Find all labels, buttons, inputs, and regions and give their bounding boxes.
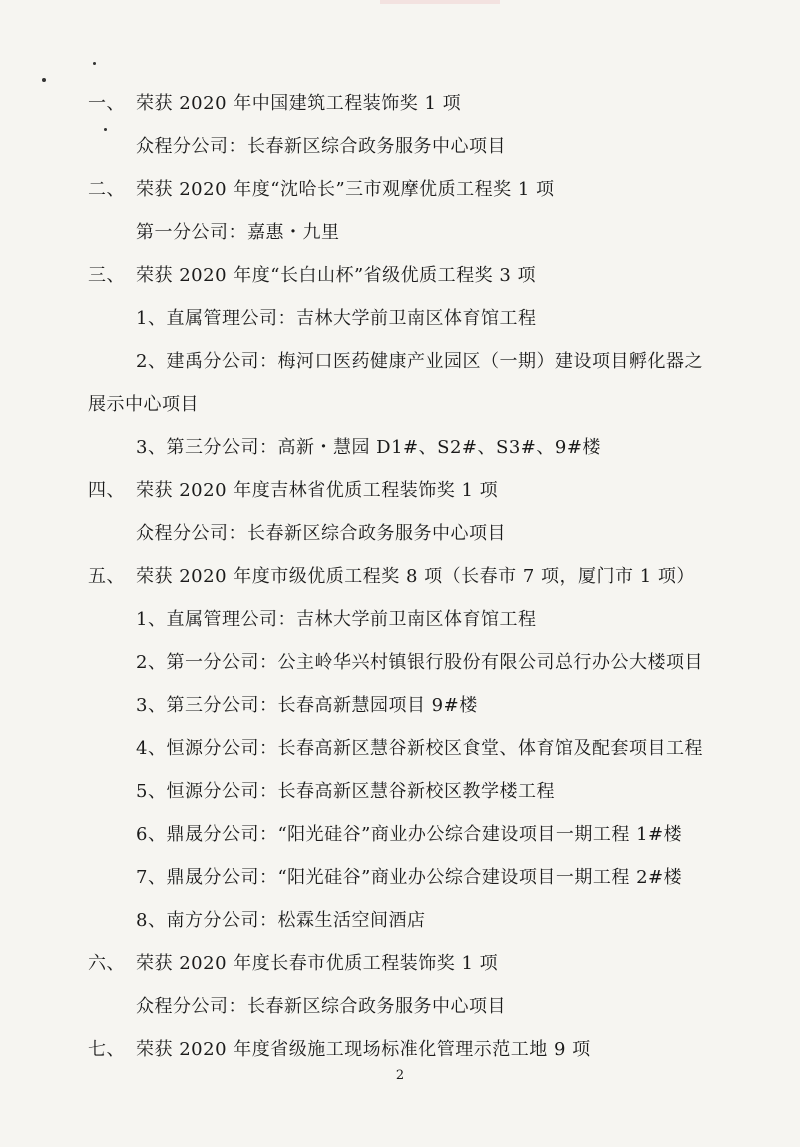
section-number: 一、 [88, 93, 125, 114]
item-text: 众程分公司：长春新区综合政务服务中心项目 [136, 996, 506, 1017]
section-heading-3 [88, 264, 536, 288]
section-heading-5 [88, 565, 695, 589]
item-line [136, 436, 601, 460]
item-line [136, 221, 340, 245]
scan-speck [93, 62, 96, 65]
item-text: 3、第三分公司：长春高新慧园项目 9#楼 [136, 695, 478, 716]
section-heading-2 [88, 178, 555, 202]
page-number: 2 [395, 1068, 405, 1083]
section-heading-4 [88, 479, 498, 503]
item-line [136, 995, 506, 1019]
item-line [136, 694, 478, 718]
item-text: 1、直属管理公司：吉林大学前卫南区体育馆工程 [136, 609, 537, 630]
item-text: 6、鼎晟分公司：“阳光硅谷”商业办公综合建设项目一期工程 1#楼 [136, 824, 683, 845]
item-line [136, 780, 555, 804]
scan-speck [104, 128, 107, 131]
item-text: 展示中心项目 [88, 394, 199, 415]
item-text: 5、恒源分公司：长春高新区慧谷新校区教学楼工程 [136, 781, 555, 802]
section-heading-7 [88, 1038, 591, 1062]
item-text: 3、第三分公司：高新・慧园 D1#、S2#、S3#、9#楼 [136, 437, 601, 458]
item-line [136, 651, 703, 675]
item-text: 2、建禹分公司：梅河口医药健康产业园区（一期）建设项目孵化器之 [136, 351, 703, 372]
section-number: 七、 [88, 1039, 125, 1060]
section-title: 荣获 2020 年度吉林省优质工程装饰奖 1 项 [136, 480, 499, 501]
item-text: 2、第一分公司：公主岭华兴村镇银行股份有限公司总行办公大楼项目 [136, 652, 703, 673]
item-text: 众程分公司：长春新区综合政务服务中心项目 [136, 523, 506, 544]
item-line [136, 909, 425, 933]
scan-speck [42, 78, 46, 82]
section-title: 荣获 2020 年度长春市优质工程装饰奖 1 项 [136, 953, 499, 974]
section-title: 荣获 2020 年度“长白山杯”省级优质工程奖 3 项 [136, 265, 537, 286]
section-title: 荣获 2020 年度省级施工现场标准化管理示范工地 9 项 [136, 1039, 591, 1060]
section-heading-1 [88, 92, 461, 116]
item-text: 1、直属管理公司：吉林大学前卫南区体育馆工程 [136, 308, 537, 329]
section-number: 三、 [88, 265, 125, 286]
item-text: 众程分公司：长春新区综合政务服务中心项目 [136, 136, 506, 157]
item-line [136, 350, 703, 374]
section-title: 荣获 2020 年度市级优质工程奖 8 项（长春市 7 项，厦门市 1 项） [136, 566, 695, 587]
item-line [136, 307, 536, 331]
section-number: 二、 [88, 179, 125, 200]
section-number: 五、 [88, 566, 125, 587]
section-number: 四、 [88, 480, 125, 501]
item-line [136, 823, 682, 847]
section-title: 荣获 2020 年度“沈哈长”三市观摩优质工程奖 1 项 [136, 179, 555, 200]
item-text: 4、恒源分公司：长春高新区慧谷新校区食堂、体育馆及配套项目工程 [136, 738, 703, 759]
section-number: 六、 [88, 953, 125, 974]
item-line [136, 737, 703, 761]
item-line [136, 522, 506, 546]
item-line [136, 135, 506, 159]
section-heading-6 [88, 952, 498, 976]
item-line [136, 608, 536, 632]
item-text: 7、鼎晟分公司：“阳光硅谷”商业办公综合建设项目一期工程 2#楼 [136, 867, 683, 888]
item-text: 第一分公司：嘉惠・九里 [136, 222, 340, 243]
item-line-continued [88, 393, 199, 417]
section-title: 荣获 2020 年中国建筑工程装饰奖 1 项 [136, 93, 462, 114]
item-text: 8、南方分公司：松霖生活空间酒店 [136, 910, 426, 931]
scan-artifact [380, 0, 500, 4]
item-line [136, 866, 682, 890]
